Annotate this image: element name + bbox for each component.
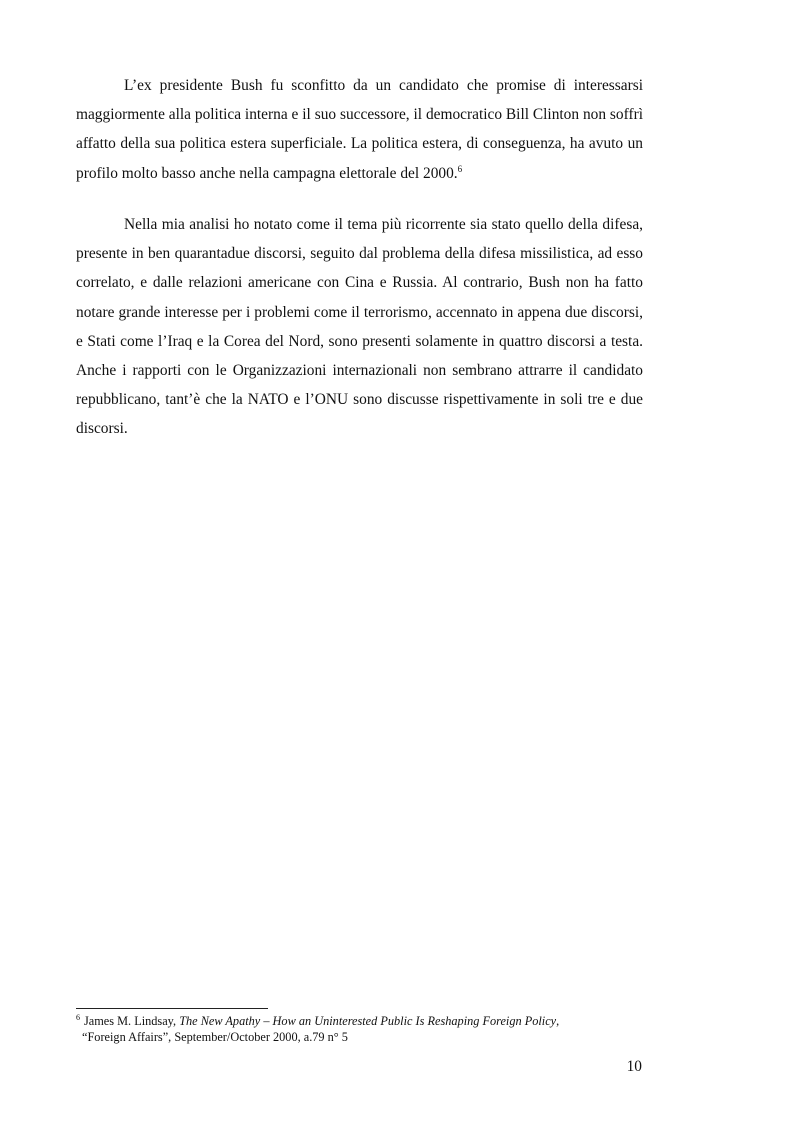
footnote-title: The New Apathy – How an Uninterested Public Is Reshaping Foreign Policy — [179, 1014, 557, 1028]
footnote-separator — [76, 1008, 268, 1009]
footnote-number: 6 — [76, 1013, 80, 1022]
body-paragraph-1 — [76, 71, 643, 188]
paragraph-2-text: Nella mia analisi ho notato come il tema più ricorrente sia stato quello della difesa, presente in ben quarantadue discorsi, seguito dal problema della difesa missilistica, ad esso correlato, e dalle relazioni americane con Cina e Russia. Al contrario, Bush non ha fatto notare grande interesse per i problemi come il terrorismo, accennato in appena due discorsi, e Stati come l’Iraq e la Corea del Nord, sono presenti solamente in quattro discorsi a testa. Anche i rapporti con le Organizzazioni internazionali non sembrano attrarre il candidato repubblicano, tant’è che la NATO e l’ONU sono discusse rispettivamente in soli tre e due discorsi. — [76, 216, 643, 438]
footnote-source: “Foreign Affairs”, September/October 2000, a.79 n° 5 — [82, 1030, 348, 1044]
footnote-reference: 6 — [457, 163, 463, 174]
footnote — [76, 1013, 643, 1045]
paragraph-1-text: L’ex presidente Bush fu sconfitto da un candidato che promise di interessarsi maggiormente alla politica interna e il suo successore, il democratico Bill Clinton non soffrì affatto della sua politica estera superficiale. La politica estera, di conseguenza, ha avuto un profilo molto basso anche nella campagna elettorale del 2000. — [76, 77, 643, 182]
body-paragraph-2 — [76, 210, 643, 444]
footnote-author: James M. Lindsay, — [84, 1014, 177, 1028]
footnote-title-punct: , — [556, 1014, 560, 1028]
page-number: 10 — [626, 1058, 642, 1075]
